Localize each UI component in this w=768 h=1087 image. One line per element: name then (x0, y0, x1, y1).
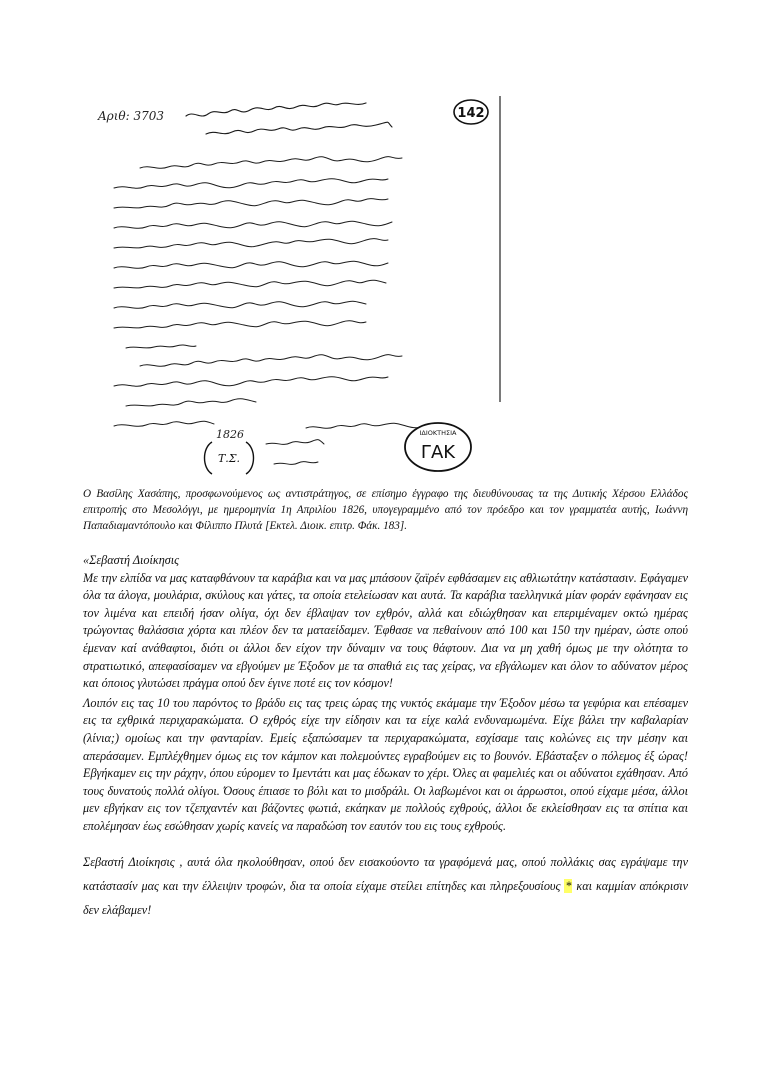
page-number-circle (454, 100, 488, 124)
letter-salutation: «Σεβαστή Διοίκησις (83, 553, 180, 567)
letter-paragraph-2: Λοιπόν εις τας 10 του παρόντος το βράδυ εις τας τρεις ώρας της νυκτός εκάμαμε την Έξοδον μέσω τα γεφύρια και επέσαμεν εις τα εχθρικά περιχαρακώματα. Ο εχθρός είχε την είδησιν και τα είχε καλά ενδυναμωμένα. Είχε βάλει την καβαλαρίαν (λίνια;) ομοίως και την φανταρίαν. Εμείς εξαπώσαμεν τα περιχαρακώματα, εσχίσαμε ταις κολώνες εις την μέσην και απεράσαμεν. Εμπλέχθημεν όμως εις τον κάμπον και πολεμούντες εγραβούμεν εις το βουνόν. Εβάσταξεν ο πόλεμος έξ ώρας! Εβγήκαμεν εις την ράχην, όπου εύρομεν το Ιμεντάτι και μας έδωκαν το χέρι. Όλες αι φαμελιές και οι αδύνατοι εχάθησαν. Από τους δυνατούς πολλά ολίγοι. Όσους έπιασε το βόλι και το μισδράλι. Οι λαβωμένοι και οι άρρωστοι, οπού είχαμε μέσα, άλλοι μεν εβγήκαν εις τον τζεπχαντέν και βάζοντες φωτιά, εκάηκαν με πολλούς εχθρούς, άλλοι δε εκλείσθησαν εις τα σπίτια και επολέμησαν έως εσώθησαν χωρίς κανείς να παραδώση τον εαυτόν του εις τους εχθρούς. (83, 695, 688, 833)
figure-caption: Ο Βασίλης Χασάπης, προσφωνούμενος ως αντιστράτηγος, σε επίσημο έγγραφο της διευθύνουσας τα της Δυτικής Χέρσου Ελλάδος επιτροπής στο Μεσολόγγι, με ημερομηνία 1η Απριλίου 1826, υπογεγραμμένο από τον πρόεδρο και τον γραμματέα αυτής, Ιωάννη Παπαδιαμαντόπουλο και Φίλιππο Πλυτά [Εκτελ. Διοικ. επιτρ. Φάκ. 183]. (83, 488, 688, 532)
seal-mark (205, 442, 254, 474)
page-number: 142 (457, 106, 485, 121)
letter-paragraph-3 (83, 850, 688, 922)
seal-text: Τ.Σ. (217, 452, 241, 465)
letter-text (83, 552, 688, 922)
letter-paragraph-1: Με την ελπίδα να μας καταφθάνουν τα καράβια και να μας μπάσουν ζαϊρέν εφθάσαμεν εις αθλιωτάτην κατάστασιν. Εφάγαμεν όλα τα άλογα, μουλάρια, σκύλους και γάτες, τα οποία ετελείωσαν και αυτά. Τα καράβια ταελληνικά μίαν φοράν εφάνησαν εις τον λιμένα και επειδή ήσαν ολίγα, όχι δεν έβλαψαν τον εχθρόν, αλλά και εδιώχθησαν και επεριμέναμεν οκτώ ημέρας τρώγοντας θαλάσσια χόρτα και πλέον δεν τα ματαείδαμεν. Έφθασε να πεθαίνουν από 100 και 150 την ημέραν, ώστε οπού έμεναν καί ανάθαφτοι, διότι οι άλλοι δεν είχον την δύναμιν να τους θάφτουν. Δια να μη χαθή όμως με την ολότητα το στρατιωτικό, απεφασίσαμεν να εβγούμεν με Έξοδον με τα σπαθιά εις τας χείρας, να εβγάλωμεν και όλον το αδύνατον μέρος και όποιος γλυτώσει πράγμα οπού δεν έγινε ποτέ εις τον κόσμον! (83, 570, 688, 691)
manuscript-date: 1826 (216, 428, 244, 441)
header-reference: Αριθ: 3703 (98, 109, 165, 123)
stamp-main-text: ΓΑΚ (420, 442, 456, 463)
paragraph-3-text-after: και καμμίαν απόκρισιν δεν ελάβαμεν! (83, 878, 689, 917)
gak-stamp (405, 423, 471, 471)
manuscript-scan (96, 90, 506, 480)
paragraph-3-text-before: Σεβαστή Διοίκησις , αυτά όλα ηκολούθησαν, οπού δεν εισακούοντο τα γραφόμενά μας, οπού πολλάκις σας εγράψαμε την κατάστασίν μας και την έλλειψιν τροφών, δια τα οποία είχαμε στείλει επίτηδες και πληρεξουσίους (83, 854, 688, 893)
footnote-asterisk: * (565, 878, 572, 893)
stamp-top-text: ΙΔΙΟΚΤΗΣΙΑ (419, 429, 457, 437)
